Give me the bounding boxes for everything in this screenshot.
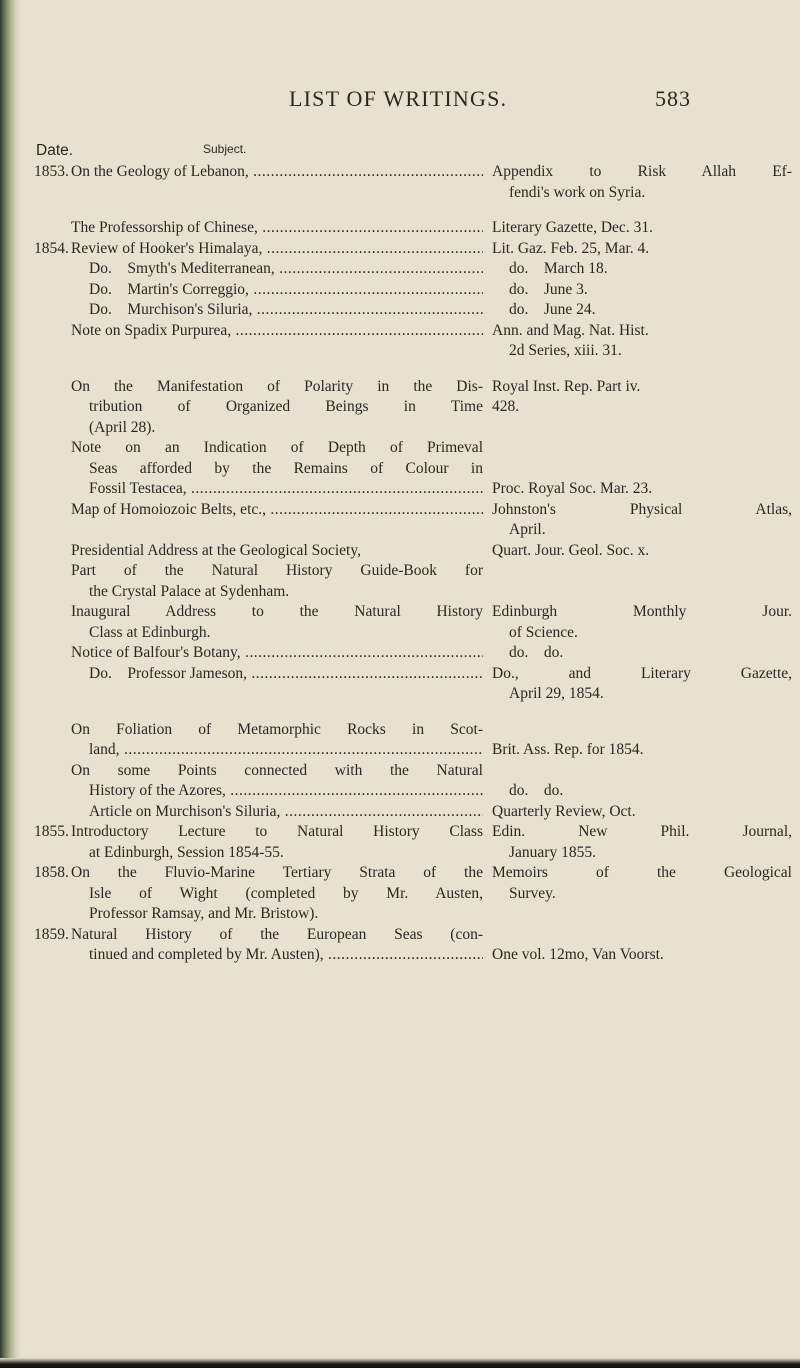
entry-reference: Do., and Literary Gazette,	[492, 664, 792, 682]
entry-subject: tinued and completed by Mr. Austen), .....	[89, 945, 483, 966]
entry-reference: April.	[509, 521, 546, 538]
entry-subject: History of the Azores, .....	[89, 781, 483, 802]
entry-subject: Do. Murchison's Siluria, .....	[89, 300, 483, 321]
entry-reference: Memoirs of the Geological	[492, 864, 792, 881]
entry-subject: Presidential Address at the Geological Society,	[71, 541, 361, 559]
entry-subject: Seas afforded by the Remains of Colour in	[89, 459, 483, 477]
entry-reference: do. do.	[509, 644, 564, 661]
page-header	[0, 86, 800, 116]
list-entry	[0, 761, 800, 802]
entry-reference: Brit. Ass. Rep. for 1854.	[492, 741, 644, 758]
entry-reference: Literary Gazette, Dec. 31.	[492, 219, 653, 236]
column-headings	[0, 142, 800, 160]
entry-subject: The Professorship of Chinese, .....	[71, 218, 483, 239]
entry-subject: land, .....	[89, 740, 483, 761]
entry-subject: Part of the Natural History Guide-Book for	[71, 562, 483, 579]
entry-subject: Article on Murchison's Siluria, .....	[89, 802, 483, 823]
entry-reference: One vol. 12mo, Van Voorst.	[492, 946, 664, 963]
entry-reference: Royal Inst. Rep. Part iv.	[492, 377, 641, 395]
entry-subject: Class at Edinburgh.	[89, 623, 211, 641]
entry-subject: On Foliation of Metamorphic Rocks in Scot-	[71, 720, 483, 738]
list-entry	[0, 720, 800, 761]
entry-reference: of Science.	[509, 623, 578, 641]
list-entry	[0, 321, 800, 362]
entry-reference: Appendix to Risk Allah Ef-	[492, 163, 792, 180]
entry-reference: Edin. New Phil. Journal,	[492, 823, 792, 840]
entry-reference: Edinburgh Monthly Jour.	[492, 603, 792, 620]
list-entry	[0, 802, 800, 823]
entry-subject: Map of Homoiozoic Belts, etc., .....	[71, 500, 483, 521]
entry-subject: Natural History of the European Seas (con-	[71, 925, 483, 943]
entry-reference: 2d Series, xiii. 31.	[509, 342, 622, 359]
entry-reference: do. June 3.	[509, 280, 588, 298]
entry-reference: January 1855.	[509, 843, 596, 861]
entry-reference: do. June 24.	[509, 301, 596, 318]
entry-reference: Ann. and Mag. Nat. Hist.	[492, 321, 649, 339]
list-entry	[0, 500, 800, 541]
entry-subject: Do. Smyth's Mediterranean, .....	[89, 259, 483, 280]
list-entry	[0, 863, 800, 925]
entry-subject: Introductory Lecture to Natural History Class	[71, 823, 483, 840]
entry-date: 1854.	[34, 239, 69, 257]
list-entry	[0, 438, 800, 500]
entry-subject: tribution of Organized Beings in Time	[89, 398, 483, 415]
entry-reference: Quarterly Review, Oct.	[492, 802, 636, 820]
list-entry	[0, 643, 800, 664]
list-entry	[0, 925, 800, 966]
entry-date: 1859.	[34, 925, 69, 943]
entry-subject: On the Manifestation of Polarity in the Dis-	[71, 377, 483, 395]
entry-subject: Review of Hooker's Himalaya, .....	[71, 239, 483, 260]
list-entry	[0, 259, 800, 280]
entry-reference: Survey.	[509, 884, 556, 902]
date-column-heading: Date.	[36, 142, 74, 159]
entry-subject: the Crystal Palace at Sydenham.	[89, 582, 290, 600]
subject-column-heading: Subject.	[203, 142, 247, 156]
entry-subject: Note on Spadix Purpurea, .....	[71, 321, 483, 342]
entry-date: 1858.	[34, 864, 69, 881]
list-entry	[0, 239, 800, 260]
entry-subject: Professor Ramsay, and Mr. Bristow).	[89, 905, 319, 922]
page-number: 583	[655, 86, 691, 111]
list-entry	[0, 541, 800, 562]
entry-subject: On some Points connected with the Natural	[71, 761, 483, 779]
entry-reference: April 29, 1854.	[509, 685, 604, 702]
list-entry	[0, 218, 800, 239]
entry-subject: Fossil Testacea, .....	[89, 479, 483, 500]
entry-date: 1855.	[34, 823, 69, 840]
list-entry	[0, 377, 800, 439]
entry-subject: Do. Martin's Correggio, .....	[89, 280, 483, 301]
entry-reference: Proc. Royal Soc. Mar. 23.	[492, 480, 653, 497]
entry-subject: Inaugural Address to the Natural History	[71, 603, 483, 620]
entry-subject: at Edinburgh, Session 1854-55.	[89, 843, 284, 861]
running-head: LIST OF WRITINGS.	[289, 86, 508, 111]
entry-reference: Quart. Jour. Geol. Soc. x.	[492, 541, 650, 559]
list-entry	[0, 664, 800, 705]
entry-reference: 428.	[492, 398, 520, 415]
list-entry	[0, 561, 800, 602]
entry-subject: On the Fluvio-Marine Tertiary Strata of the	[71, 864, 483, 881]
entry-reference: do. do.	[509, 782, 564, 799]
entry-date: 1853.	[34, 163, 69, 180]
list-entry	[0, 280, 800, 301]
list-entry	[0, 822, 800, 863]
entry-reference: do. March 18.	[509, 260, 608, 277]
entry-reference: Johnston's Physical Atlas,	[492, 500, 792, 518]
entry-subject: Do. Professor Jameson, .....	[89, 664, 483, 685]
entry-subject: Note on an Indication of Depth of Primeval	[71, 439, 483, 456]
list-entry	[0, 602, 800, 643]
list-entry	[0, 162, 800, 203]
entry-subject: Isle of Wight (completed by Mr. Austen,	[89, 884, 483, 902]
entry-reference: Lit. Gaz. Feb. 25, Mar. 4.	[492, 239, 650, 257]
entry-subject: (April 28).	[89, 418, 156, 436]
writings-list	[0, 162, 800, 966]
page-bottom-edge	[0, 1358, 800, 1368]
list-entry	[0, 300, 800, 321]
entry-subject: Notice of Balfour's Botany, .....	[71, 643, 483, 664]
entry-reference: fendi's work on Syria.	[509, 183, 646, 201]
entry-subject: On the Geology of Lebanon, .....	[71, 162, 483, 183]
